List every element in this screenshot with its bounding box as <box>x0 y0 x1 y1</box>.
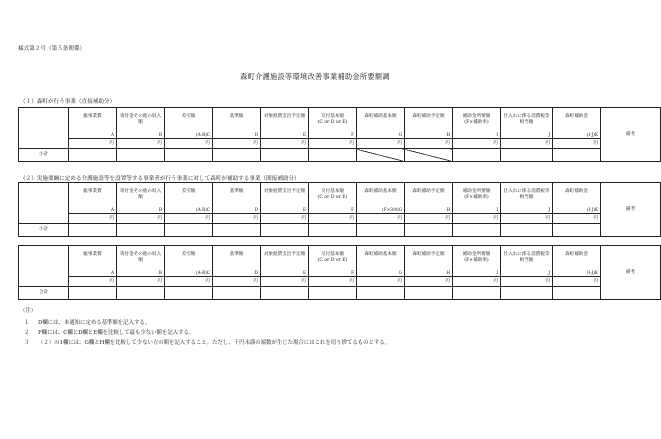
amount-cell[interactable] <box>117 149 165 162</box>
column-title: 総事業費 <box>83 114 102 119</box>
column-header-text <box>553 252 600 258</box>
column-header <box>601 183 661 237</box>
amount-cell[interactable] <box>165 149 213 162</box>
column-header <box>357 108 405 139</box>
column-letter: B <box>158 206 162 212</box>
unit-cell: 円 <box>553 139 601 149</box>
column-header <box>165 246 213 277</box>
unit-cell: 円 <box>213 277 261 287</box>
column-title: 森町補助基本額 <box>364 252 397 257</box>
form-number: 様式第２号（第５条関係） <box>18 46 86 52</box>
column-formula: (F×補助率) <box>464 257 489 263</box>
column-header <box>309 183 357 214</box>
column-header <box>553 183 601 214</box>
column-formula: (F×補助率) <box>464 119 489 125</box>
unit-cell: 円 <box>501 139 553 149</box>
amount-cell[interactable] <box>213 287 261 300</box>
column-letter: A <box>110 131 114 137</box>
column-letter: F <box>351 206 354 212</box>
column-header <box>261 246 309 277</box>
column-title: 仕入れに係る消費税等相当額 <box>503 114 550 125</box>
column-letter: A <box>110 269 114 275</box>
remarks-header: 備考 <box>625 206 636 212</box>
unit-cell: 円 <box>309 214 357 224</box>
column-title: 補助金所要額 <box>462 189 491 194</box>
amount-cell[interactable] <box>553 287 601 300</box>
column-header-text <box>309 252 356 263</box>
amount-cell[interactable] <box>405 149 453 162</box>
column-title: 補助金所要額 <box>462 114 491 119</box>
document-title: 森町介護施設等環境改善事業補助金所要額調 <box>240 72 390 81</box>
note-text: D欄には、本通知に定める基準額を記入する。 <box>38 320 151 326</box>
column-letter: E <box>302 131 306 137</box>
column-header-text <box>117 252 164 263</box>
column-header-text <box>213 114 260 120</box>
amount-cell[interactable] <box>117 224 165 237</box>
column-letter: (I-J)K <box>586 131 598 137</box>
column-letter: J <box>548 131 550 137</box>
column-header <box>69 108 117 139</box>
column-header <box>357 246 405 277</box>
unit-cell: 円 <box>453 214 501 224</box>
unit-cell: 円 <box>309 277 357 287</box>
column-header <box>213 183 261 214</box>
column-header-text <box>213 189 260 195</box>
column-header <box>453 246 501 277</box>
column-header-text <box>405 252 452 258</box>
unit-cell: 円 <box>117 277 165 287</box>
column-letter: D <box>254 131 258 137</box>
column-title: 差引額 <box>181 114 196 119</box>
column-letter: F <box>351 131 354 137</box>
column-letter: I <box>496 131 498 137</box>
column-header-text <box>69 114 116 120</box>
column-header <box>501 108 553 139</box>
unit-cell: 円 <box>501 214 553 224</box>
unit-cell: 円 <box>553 214 601 224</box>
amount-cell[interactable] <box>69 224 117 237</box>
corner-cell <box>19 108 69 149</box>
column-header <box>261 183 309 214</box>
note-text: F欄には、C欄とD欄とE欄を比較して最も少ない額を記入する。 <box>38 330 195 336</box>
column-letter: H <box>446 206 450 212</box>
amount-cell[interactable] <box>213 224 261 237</box>
unit-cell: 円 <box>165 277 213 287</box>
column-header-text <box>405 114 452 120</box>
column-header-text <box>501 252 552 263</box>
column-letter: E <box>302 206 306 212</box>
remarks-header: 備考 <box>625 131 636 137</box>
column-header-text <box>501 189 552 200</box>
table-total <box>18 245 661 300</box>
row-label: 合計 <box>19 287 69 300</box>
column-title: 森町補助金 <box>565 189 588 194</box>
column-header-text <box>165 189 212 195</box>
row-label: 小計 <box>19 224 69 237</box>
column-formula: (C or D or E) <box>317 194 348 200</box>
column-title: 森町補助金 <box>565 252 588 257</box>
column-title: 森町補助予定額 <box>412 252 445 257</box>
amount-cell[interactable] <box>69 149 117 162</box>
amount-cell[interactable] <box>309 149 357 162</box>
amount-cell[interactable] <box>357 287 405 300</box>
column-title: 森町補助基本額 <box>364 114 397 119</box>
amount-cell[interactable] <box>261 287 309 300</box>
column-formula: (F×補助率) <box>464 194 489 200</box>
column-letter: D <box>254 206 258 212</box>
column-header-text <box>357 189 404 195</box>
column-header <box>601 246 661 300</box>
unit-cell: 円 <box>405 139 453 149</box>
column-title: 対象経費支出予定額 <box>263 189 306 194</box>
column-header-text <box>357 252 404 258</box>
column-title: 寄付金その他の収入額 <box>119 189 162 200</box>
column-header-text <box>453 252 500 263</box>
column-title: 仕入れに係る消費税等相当額 <box>503 189 550 200</box>
unit-cell: 円 <box>69 214 117 224</box>
column-header <box>453 183 501 214</box>
column-header <box>165 183 213 214</box>
column-header <box>405 183 453 214</box>
column-header-text <box>453 114 500 125</box>
note-text: （２）の1欄には、G欄とH欄を比較して少ない方の額を記入すること。ただし、千円未満の端数が生じた場合にはこれを切り捨てるものとする。 <box>38 340 391 346</box>
column-letter: A <box>110 206 114 212</box>
column-header <box>453 108 501 139</box>
amount-cell[interactable] <box>453 287 501 300</box>
note-number: ３ <box>24 340 30 346</box>
unit-cell: 円 <box>117 139 165 149</box>
unit-cell: 円 <box>405 214 453 224</box>
column-header <box>69 246 117 277</box>
column-header-text <box>309 189 356 200</box>
amount-cell[interactable] <box>501 224 553 237</box>
column-title: 交付基本額 <box>321 189 344 194</box>
column-header-text <box>69 252 116 258</box>
column-title: 森町補助予定額 <box>412 189 445 194</box>
column-letter: B <box>158 131 162 137</box>
column-header <box>117 108 165 139</box>
column-header-text <box>117 189 164 200</box>
column-header <box>117 246 165 277</box>
unit-cell: 円 <box>453 139 501 149</box>
table-indirect-subsidy <box>18 182 661 237</box>
amount-cell[interactable] <box>261 224 309 237</box>
column-header <box>553 246 601 277</box>
column-title: 交付基本額 <box>321 252 344 257</box>
column-letter: (A-B)C <box>196 269 210 275</box>
column-header <box>261 108 309 139</box>
column-title: 総事業費 <box>83 189 102 194</box>
column-header <box>213 108 261 139</box>
column-header <box>501 246 553 277</box>
amount-cell[interactable] <box>501 287 553 300</box>
column-header-text <box>553 189 600 195</box>
column-header-text <box>405 189 452 195</box>
column-title: 総事業費 <box>83 252 102 257</box>
column-header <box>405 246 453 277</box>
column-title: 補助金所要額 <box>462 252 491 257</box>
column-title: 森町補助金 <box>565 114 588 119</box>
unit-cell: 円 <box>165 139 213 149</box>
column-letter: B <box>158 269 162 275</box>
amount-cell[interactable] <box>453 224 501 237</box>
column-header <box>213 246 261 277</box>
amount-cell[interactable] <box>117 287 165 300</box>
column-letter: (I-J)K <box>586 269 598 275</box>
column-letter: G <box>398 269 402 275</box>
column-letter: (A-B)C <box>196 131 210 137</box>
column-header <box>553 108 601 139</box>
amount-cell[interactable] <box>553 224 601 237</box>
column-header <box>405 108 453 139</box>
column-title: 基準額 <box>229 114 244 119</box>
unit-cell: 円 <box>69 139 117 149</box>
unit-cell: 円 <box>453 277 501 287</box>
column-header-text <box>501 114 552 125</box>
column-title: 森町補助予定額 <box>412 114 445 119</box>
column-header <box>117 183 165 214</box>
table-direct-subsidy <box>18 107 661 162</box>
unit-cell: 円 <box>261 214 309 224</box>
column-header-text <box>261 114 308 120</box>
note-item <box>24 318 150 326</box>
amount-cell[interactable] <box>309 224 357 237</box>
row-label: 小計 <box>19 149 69 162</box>
remarks-header: 備考 <box>625 269 636 275</box>
unit-cell: 円 <box>405 277 453 287</box>
note-item <box>24 328 194 336</box>
column-letter: (F×3/4)G <box>382 206 402 212</box>
amount-cell[interactable] <box>405 287 453 300</box>
column-header-text <box>553 114 600 120</box>
column-header-text <box>213 252 260 258</box>
amount-cell[interactable] <box>357 224 405 237</box>
column-header <box>69 183 117 214</box>
unit-cell: 円 <box>117 214 165 224</box>
column-formula: (C or D or E) <box>317 119 348 125</box>
amount-cell[interactable] <box>165 224 213 237</box>
unit-cell: 円 <box>69 277 117 287</box>
unit-cell: 円 <box>213 139 261 149</box>
column-title: 寄付金その他の収入額 <box>119 252 162 263</box>
unit-cell: 円 <box>553 277 601 287</box>
column-header-text <box>261 252 308 258</box>
unit-cell: 円 <box>309 139 357 149</box>
section1-heading: （１）森町が行う事業（直接補助分） <box>20 99 116 105</box>
unit-cell: 円 <box>501 277 553 287</box>
column-title: 仕入れに係る消費税等相当額 <box>503 252 550 263</box>
column-title: 対象経費支出予定額 <box>263 252 306 257</box>
amount-cell[interactable] <box>309 287 357 300</box>
amount-cell[interactable] <box>261 149 309 162</box>
column-header <box>601 108 661 162</box>
column-letter: D <box>254 269 258 275</box>
column-header <box>165 108 213 139</box>
column-formula: (C or D or E) <box>317 257 348 263</box>
amount-cell[interactable] <box>501 149 553 162</box>
column-header-text <box>357 114 404 120</box>
column-header-text <box>165 114 212 120</box>
section2-heading: （２）実施要綱に定める介護施設等を設置等する事業者が行う事業に対して森町が補助する事業（間接補助分） <box>20 176 300 182</box>
column-title: 差引額 <box>181 189 196 194</box>
column-letter: (I-J)K <box>586 206 598 212</box>
note-number: ２ <box>24 330 30 336</box>
column-letter: H <box>446 269 450 275</box>
amount-cell[interactable] <box>553 149 601 162</box>
unit-cell: 円 <box>261 139 309 149</box>
column-letter: (A-B)C <box>196 206 210 212</box>
amount-cell[interactable] <box>453 149 501 162</box>
column-title: 寄付金その他の収入額 <box>119 114 162 125</box>
column-letter: J <box>548 206 550 212</box>
unit-cell: 円 <box>261 277 309 287</box>
column-header-text <box>69 189 116 195</box>
column-title: 交付基本額 <box>321 114 344 119</box>
column-title: 対象経費支出予定額 <box>263 114 306 119</box>
column-letter: E <box>302 269 306 275</box>
amount-cell[interactable] <box>165 287 213 300</box>
column-header <box>357 183 405 214</box>
column-title: 差引額 <box>181 252 196 257</box>
notes-heading: （注） <box>20 308 37 314</box>
unit-cell: 円 <box>357 277 405 287</box>
unit-cell: 円 <box>165 214 213 224</box>
column-title: 基準額 <box>229 189 244 194</box>
column-letter: H <box>446 131 450 137</box>
column-header <box>309 108 357 139</box>
corner-cell <box>19 246 69 287</box>
amount-cell[interactable] <box>213 149 261 162</box>
unit-cell: 円 <box>357 139 405 149</box>
column-letter: I <box>496 206 498 212</box>
column-letter: G <box>398 131 402 137</box>
column-title: 森町補助基本額 <box>364 189 397 194</box>
amount-cell[interactable] <box>357 149 405 162</box>
amount-cell[interactable] <box>405 224 453 237</box>
amount-cell[interactable] <box>69 287 117 300</box>
corner-cell <box>19 183 69 224</box>
unit-cell: 円 <box>213 214 261 224</box>
column-header-text <box>309 114 356 125</box>
column-header <box>309 246 357 277</box>
column-title: 基準額 <box>229 252 244 257</box>
column-header-text <box>261 189 308 195</box>
column-header-text <box>165 252 212 258</box>
note-item <box>24 338 390 346</box>
column-letter: I <box>496 269 498 275</box>
column-header-text <box>117 114 164 125</box>
note-number: １ <box>24 320 30 326</box>
column-header <box>501 183 553 214</box>
column-letter: J <box>548 269 550 275</box>
column-letter: F <box>351 269 354 275</box>
unit-cell: 円 <box>357 214 405 224</box>
column-header-text <box>453 189 500 200</box>
